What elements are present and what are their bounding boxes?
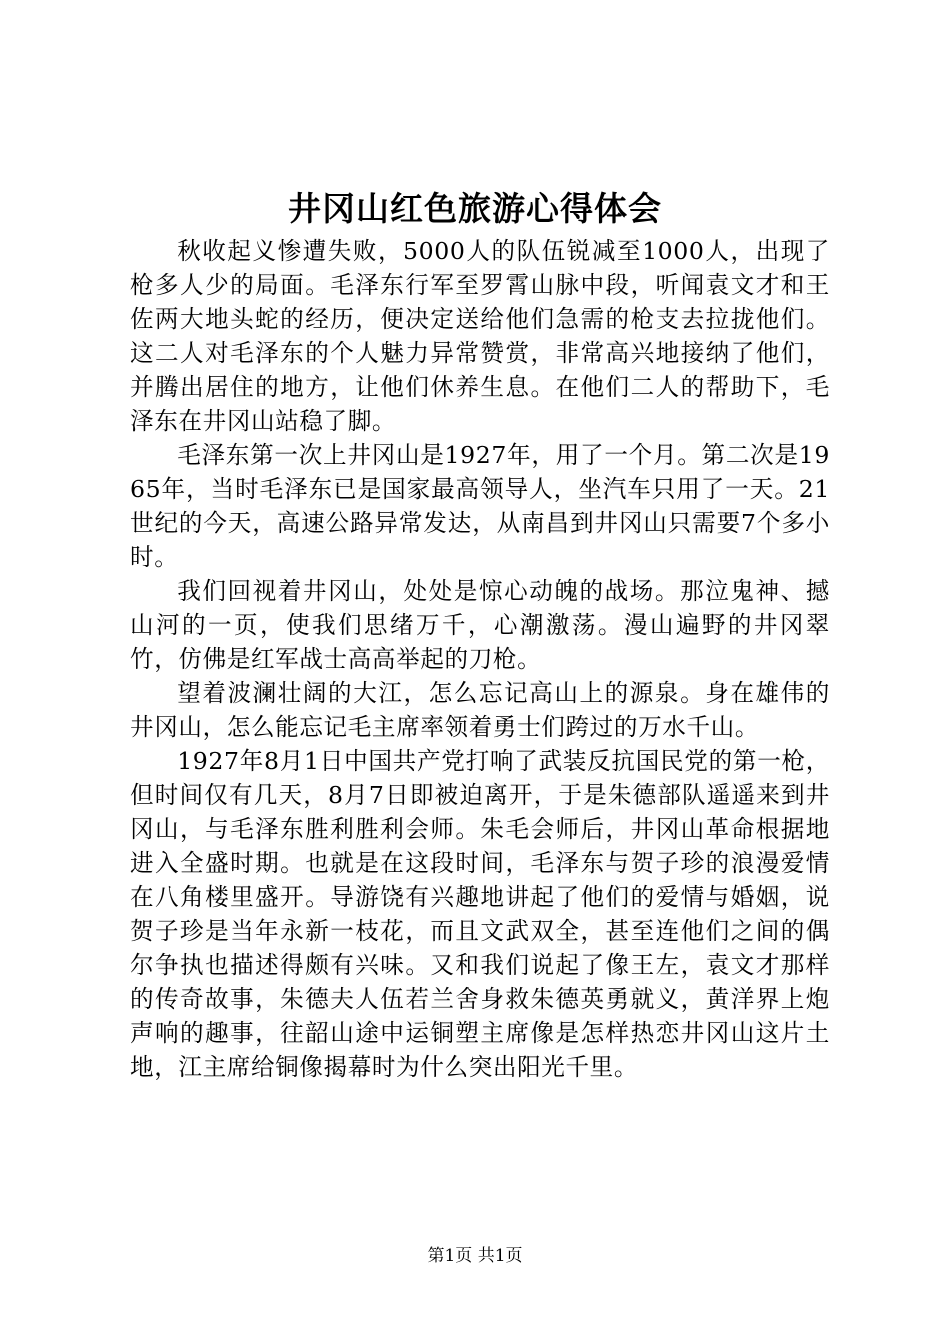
paragraph-3: 我们回视着井冈山，处处是惊心动魄的战场。那泣鬼神、撼山河的一页，使我们思绪万千，心潮激荡。漫山遍野的井冈翠竹，仿佛是红军战士高高举起的刀枪。 bbox=[130, 577, 830, 673]
page-number-footer: 第1页 共1页 bbox=[427, 1246, 523, 1266]
paragraph-2: 毛泽东第一次上井冈山是1927年，用了一个月。第二次是1965年，当时毛泽东已是国家最高领导人，坐汽车只用了一天。21世纪的今天，高速公路异常发达，从南昌到井冈山只需要7个多小时。 bbox=[130, 441, 830, 571]
paragraph-1: 秋收起义惨遭失败，5000人的队伍锐减至1000人，出现了枪多人少的局面。毛泽东行军至罗霄山脉中段，听闻袁文才和王佐两大地头蛇的经历，便决定送给他们急需的枪支去拉拢他们。这二人对毛泽东的个人魅力异常赞赏，非常高兴地接纳了他们，并腾出居住的地方，让他们休养生息。在他们二人的帮助下，毛泽东在井冈山站稳了脚。 bbox=[130, 237, 830, 435]
paragraph-4: 望着波澜壮阔的大江，怎么忘记高山上的源泉。身在雄伟的井冈山，怎么能忘记毛主席率领着勇士们跨过的万水千山。 bbox=[130, 679, 830, 741]
document-title: 井冈山红色旅游心得体会 bbox=[288, 189, 662, 228]
paragraph-5: 1927年8月1日中国共产党打响了武装反抗国民党的第一枪，但时间仅有几天，8月7日即被迫离开，于是朱德部队遥遥来到井冈山，与毛泽东胜利胜利会师。朱毛会师后，井冈山革命根据地进入全盛时期。也就是在这段时间，毛泽东与贺子珍的浪漫爱情在八角楼里盛开。导游饶有兴趣地讲起了他们的爱情与婚姻，说贺子珍是当年永新一枝花，而且文武双全，甚至连他们之间的偶尔争执也描述得颇有兴味。又和我们说起了像王左，袁文才那样的传奇故事，朱德夫人伍若兰舍身救朱德英勇就义，黄洋界上炮声响的趣事，往韶山途中运铜塑主席像是怎样热恋井冈山这片土地，江主席给铜像揭幕时为什么突出阳光千里。 bbox=[130, 747, 830, 1081]
document-body bbox=[130, 234, 830, 1084]
